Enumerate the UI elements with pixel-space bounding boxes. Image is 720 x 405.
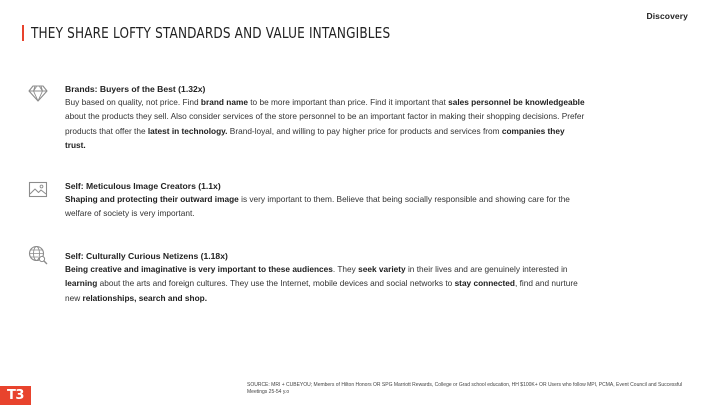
body-emphasis: Being creative and imaginative is very important to these audiences: [65, 264, 333, 274]
body-text: to be more important than price. Find it important that: [247, 97, 449, 107]
page-title: THEY SHARE LOFTY STANDARDS AND VALUE INTANGIBLES: [31, 24, 391, 42]
item-body: [65, 95, 585, 153]
body-emphasis: relationships, search and shop.: [82, 292, 208, 303]
body-text: Brand-loyal, and willing to pay higher price for products and services from: [227, 125, 502, 136]
body-emphasis: latest in technology.: [147, 125, 228, 136]
item-heading: Self: Culturally Curious Netizens (1.18x): [65, 251, 228, 261]
item-body: [65, 262, 585, 305]
body-emphasis: Shaping and protecting their outward image: [65, 194, 239, 204]
body-text: is very important to them. Believe that being socially responsible and showing care for the welfare of society is very important.: [65, 194, 570, 219]
diamond-icon: [28, 83, 48, 103]
title-block: [22, 24, 492, 42]
body-emphasis: companies they trust.: [65, 125, 565, 151]
source-note: SOURCE: MRI + CUBEYOU; Members of Hilton Honors OR SPG Marriott Rewards, College or Grad school education, HH $100K+ OR Users who follow MPI, PCMA, Event Council and Successful Meetings 25-54 y.o: [247, 382, 683, 395]
body-text: in their lives and are genuinely interested in: [405, 264, 568, 274]
body-text: Buy based on quality, not price. Find: [65, 97, 201, 107]
body-text: about the products they sell. Also consider services of the store personnel to be an important factor in making their shopping decisions. Prefer products that offer the: [65, 111, 585, 136]
item-body: [65, 192, 585, 221]
body-emphasis: learning: [65, 278, 98, 289]
body-emphasis: seek variety: [358, 264, 406, 274]
body-text: . They: [332, 264, 359, 274]
title-accent-bar: [22, 25, 24, 41]
body-emphasis: brand name: [200, 97, 248, 107]
body-emphasis: sales personnel be knowledgeable: [448, 97, 585, 107]
body-text: , find and nurture new: [65, 278, 578, 303]
globe-search-icon: [28, 245, 48, 265]
body-text: about the arts and foreign cultures. They use the Internet, mobile devices and social networks to: [97, 278, 455, 289]
image-icon: [28, 180, 48, 200]
t3-logo: T3: [0, 386, 31, 405]
item-heading: Brands: Buyers of the Best (1.32x): [65, 84, 206, 94]
item-heading: Self: Meticulous Image Creators (1.1x): [65, 181, 221, 191]
brand-label: Discovery: [646, 11, 688, 21]
body-emphasis: stay connected: [454, 278, 515, 289]
